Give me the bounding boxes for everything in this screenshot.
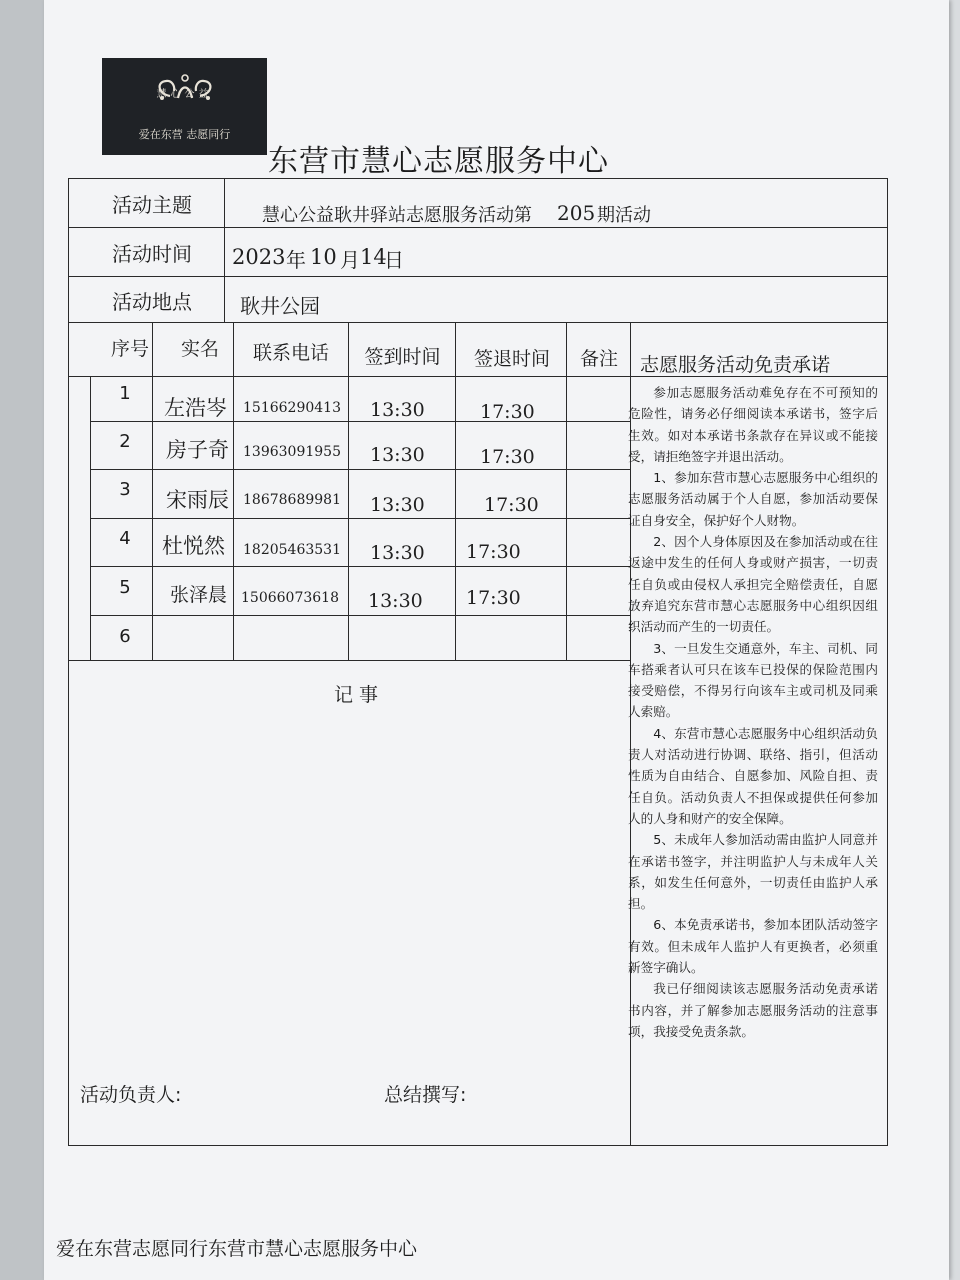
time-day: 14 [360,245,387,269]
row-5-name: 张泽晨 [170,584,228,606]
logo-name: 慧心公益 [156,89,213,100]
theme-suffix: 期活动 [597,205,651,226]
row-3-no: 3 [119,479,131,500]
row-2-phone: 13963091955 [243,444,341,460]
col-header-checkin: 签到时间 [364,346,441,368]
row-5-no: 5 [119,577,131,598]
row-3-name: 宋雨辰 [166,488,229,512]
divider-line [90,518,630,519]
row-1-checkout: 17:30 [480,401,535,423]
theme-prefix: 慧心公益耿井驿站志愿服务活动第 [262,205,532,226]
waiver-paragraph: 1、参加东营市慧心志愿服务中心组织的志愿服务活动属于个人自愿，参加活动要保证自身安全，保护好个人财物。 [628,470,878,528]
divider-line [90,376,91,660]
logo-slogan: 爱在东营 志愿同行 [138,128,231,141]
row-2-no: 2 [119,431,131,452]
theme-label: 活动主题 [112,193,192,217]
row-5-checkout: 17:30 [466,587,521,609]
divider-line [68,227,888,228]
divider-line [68,276,888,277]
divider-line [90,615,630,616]
row-5-checkin: 13:30 [368,590,423,612]
divider-line [224,178,225,322]
divider-line [233,322,234,660]
waiver-paragraph: 3、一旦发生交通意外，车主、司机、同车搭乘者认可只在该车已投保的保险范围内接受赔偿，不得另行向该车主或司机及同乘人索赔。 [628,640,878,720]
notes-label: 记 事 [334,684,379,706]
row-1-name: 左浩岑 [164,396,227,420]
theme-number: 205 [557,201,596,225]
row-4-phone: 18205463531 [243,542,341,558]
row-2-name: 房子奇 [166,438,229,462]
divider-line [348,322,349,660]
row-4-name: 杜悦然 [162,534,225,558]
divider-line [68,660,630,661]
month-unit: 月 [340,248,360,272]
col-header-name: 实名 [180,338,219,360]
row-5-phone: 15066073618 [241,590,339,606]
divider-line [566,322,567,660]
col-header-no: 序号 [110,338,149,360]
divider-line [152,322,153,660]
waiver-title: 志愿服务活动免责承诺 [640,354,831,376]
row-1-checkin: 13:30 [370,399,425,421]
place-value: 耿井公园 [240,294,320,318]
divider-line [455,322,456,660]
time-month: 10 [310,245,337,269]
time-label: 活动时间 [112,242,192,266]
row-1-phone: 15166290413 [243,400,341,416]
leader-label: 活动负责人: [80,1084,182,1106]
waiver-paragraph: 4、东营市慧心志愿服务中心组织活动负责人对活动进行协调、联络、指引，但活动性质为自由结合、自愿参加、风险自担、责任自负。活动负责人不担保或提供任何参加人的人身和财产的安全保障。 [628,725,878,826]
waiver-paragraph: 5、未成年人参加活动需由监护人同意并在承诺书签字，并注明监护人与未成年人关系，如发生任何意外，一切责任由监护人承担。 [628,832,878,912]
day-unit: 日 [384,248,404,272]
place-label: 活动地点 [112,290,192,314]
col-header-phone: 联系电话 [252,342,329,364]
time-year: 2023 [232,245,286,269]
waiver-paragraph: 6、本免责承诺书，参加本团队活动签字有效。但未成年人监护人有更换者，必须重新签字确认。 [628,917,878,976]
col-header-checkout: 签退时间 [473,348,550,370]
row-2-checkout: 17:30 [480,446,535,468]
waiver-text [628,382,878,1042]
organization-logo [102,58,267,155]
page-title: 东营市慧心志愿服务中心 [268,144,609,179]
divider-line [90,566,630,567]
row-3-checkout: 17:30 [484,494,539,516]
year-unit: 年 [286,248,306,272]
row-1-no: 1 [119,383,131,404]
waiver-paragraph: 我已仔细阅读该志愿服务活动免责承诺书内容，并了解参加志愿服务活动的注意事项，我接受免责条款。 [628,981,878,1039]
row-4-checkin: 13:30 [370,542,425,564]
col-header-remark: 备注 [579,348,618,370]
row-2-checkin: 13:30 [370,444,425,466]
waiver-paragraph: 参加志愿服务活动难免存在不可预知的危险性，请务必仔细阅读本承诺书，签字后生效。如对本承诺书条款存在异议或不能接受，请拒绝签字并退出活动。 [628,385,878,464]
divider-line [68,322,888,323]
row-3-checkin: 13:30 [370,494,425,516]
row-6-no: 6 [119,626,131,647]
row-4-checkout: 17:30 [466,541,521,563]
divider-line [90,469,630,470]
footer-text: 爱在东营志愿同行东营市慧心志愿服务中心 [56,1238,418,1260]
writer-label: 总结撰写: [384,1084,467,1106]
row-3-phone: 18678689981 [243,492,341,508]
waiver-paragraph: 2、因个人身体原因及在参加活动或在往返途中发生的任何人身或财产损害，一切责任自负或由侵权人承担完全赔偿责任，自愿放弃追究东营市慧心志愿服务中心组织因组织活动而产生的一切责任。 [628,534,878,635]
row-4-no: 4 [119,528,131,549]
